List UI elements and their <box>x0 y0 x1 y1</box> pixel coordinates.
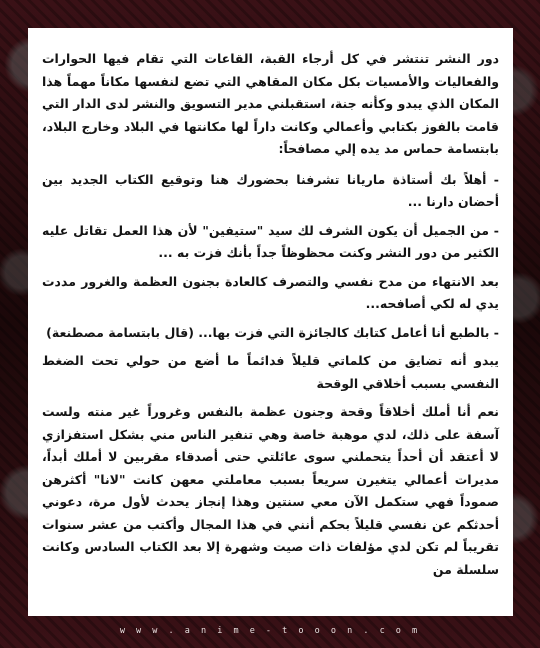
paragraph-self-description: نعم أنا أملك أخلاقاً وقحة وجنون عظمة بالنفس وغروراً غير منته ولست آسفة على ذلك، لدي موهبة خاصة وهي تنفير الناس مني بشكل استفزازي لا أعتقد أن أحداً يتحملني سوى عائلتي حتى أصدقاء مقربين لا أملك أبداً، مديرات أعمالي يتغيرن سريعاً بسبب معاملتي معهن كانت "لانا" أكثرهن صموداً فهي ستكمل الآن معي سنتين وهذا إنجاز يحدث لأول مرة، دعوني أحدثكم عن نفسي قليلاً بحكم أنني في هذا المجال وأكتب من عشر سنوات تقريباً لم تكن لدي مؤلفات ذات صيت وشهرة إلا بعد الكتاب السادس وكانت سلسلة من <box>42 404 499 577</box>
dialogue-line-director: - أهلاً بك أستاذة ماريانا تشرفنا بحضورك هنا وتوقيع الكتاب الجديد بين أحضان دارنا ... <box>42 171 499 209</box>
paragraph-annoyed: يبدو أنه تضايق من كلماتي قليلاً فدائماً ما أضع من حولي تحت الضغط النفسي بسبب أخلاقي الوقحة <box>42 353 499 391</box>
site-watermark: w w w . a n i m e - t o o o n . c o m <box>119 626 421 636</box>
story-text <box>42 48 499 589</box>
dialogue-line-prize: - بالطبع أنا أعامل كتابك كالجائزة التي فزت بها... (قال بابتسامة مصطنعة) <box>46 324 499 340</box>
paragraph-handshake: بعد الانتهاء من مدح نفسي والتصرف كالعادة بجنون العظمة والغرور مددت يدي له لكي أصافحه... <box>42 273 499 311</box>
paragraph-intro: دور النشر تنتشر في كل أرجاء القبة، القاعات التي تقام فيها الحوارات والفعاليات والأمسيات بكل مكان المقاهي التي تضع لنفسها مكاناً مهماً هذا المكان الذي يبدو وكأنه جنة، استقبلني مدير التسويق والنشر لدى الدار التي قامت بالفوز بكتابي وأعمالي وكانت داراً لها مكانتها في البلاد وخارج البلاد، بابتسامة حماس مد يده إلي مصافحاً: <box>42 51 499 156</box>
text-page <box>28 28 513 616</box>
dialogue-line-mariana: - من الجميل أن يكون الشرف لك سيد "ستيفين" لأن هذا العمل تقاتل عليه الكثير من دور النشر وكنت محظوظاً جداً بأنك فزت به ... <box>42 222 499 260</box>
